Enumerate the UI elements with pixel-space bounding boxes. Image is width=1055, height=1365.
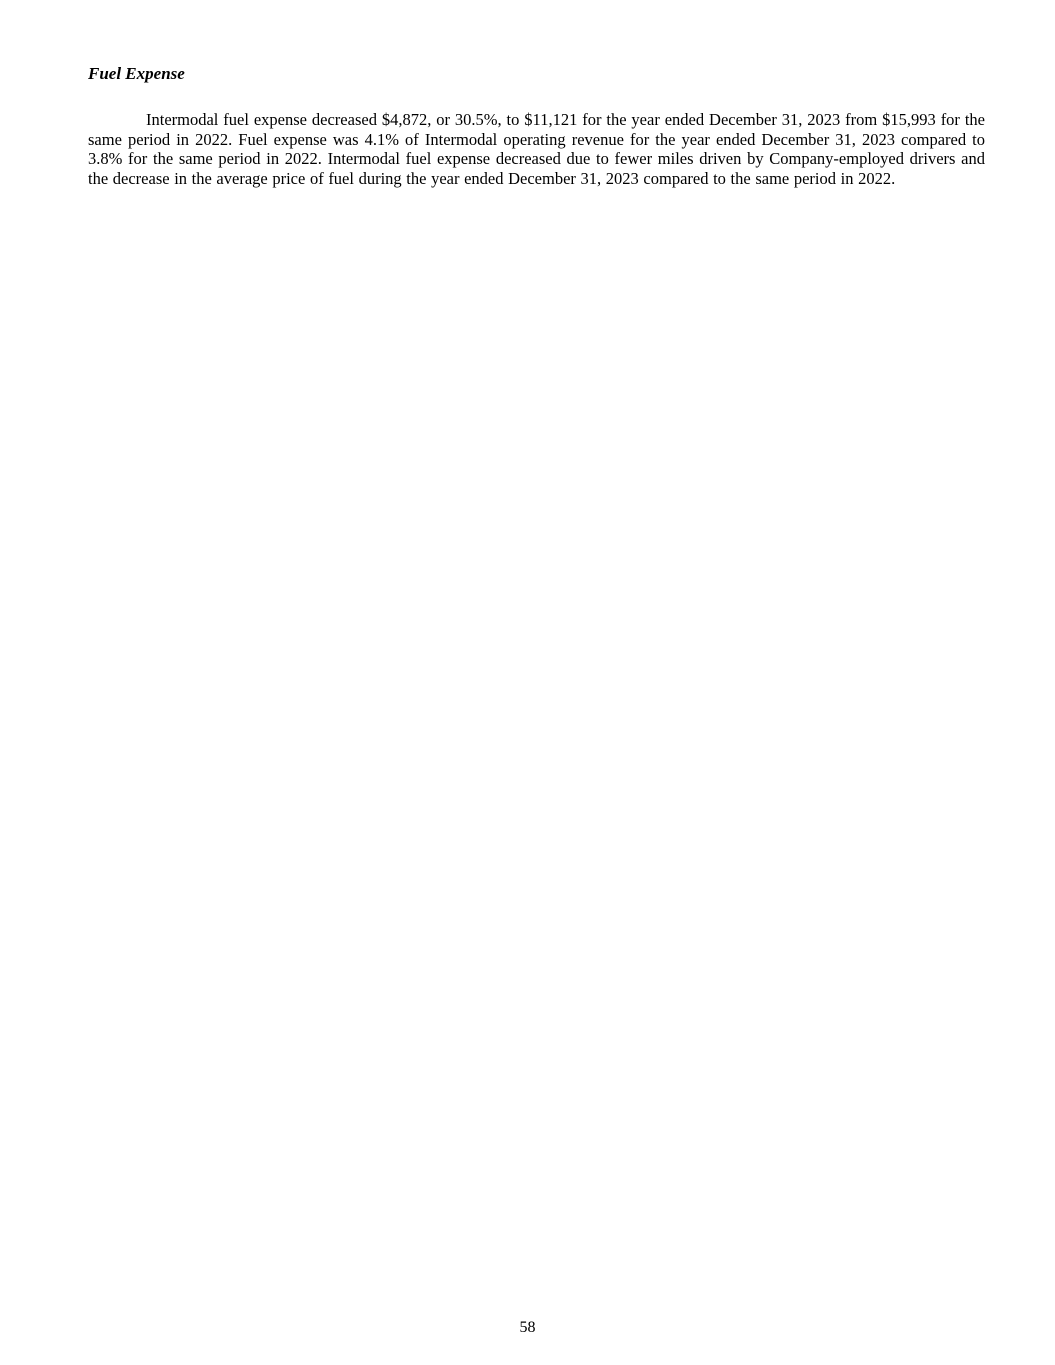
body-paragraph: Intermodal fuel expense decreased $4,872, or 30.5%, to $11,121 for the year ended December 31, 2023 from $15,993 for the same period in 2022. Fuel expense was 4.1% of Intermodal operating revenue for the year ended December 31, 2023 compared to 3.8% for the same period in 2022. Intermodal fuel expense decreased due to fewer miles driven by Company-employed drivers and the decrease in the average price of fuel during the year ended December 31, 2023 compared to the same period in 2022. bbox=[88, 110, 985, 189]
section-heading: Fuel Expense bbox=[88, 64, 185, 83]
page-number: 58 bbox=[519, 1319, 536, 1336]
